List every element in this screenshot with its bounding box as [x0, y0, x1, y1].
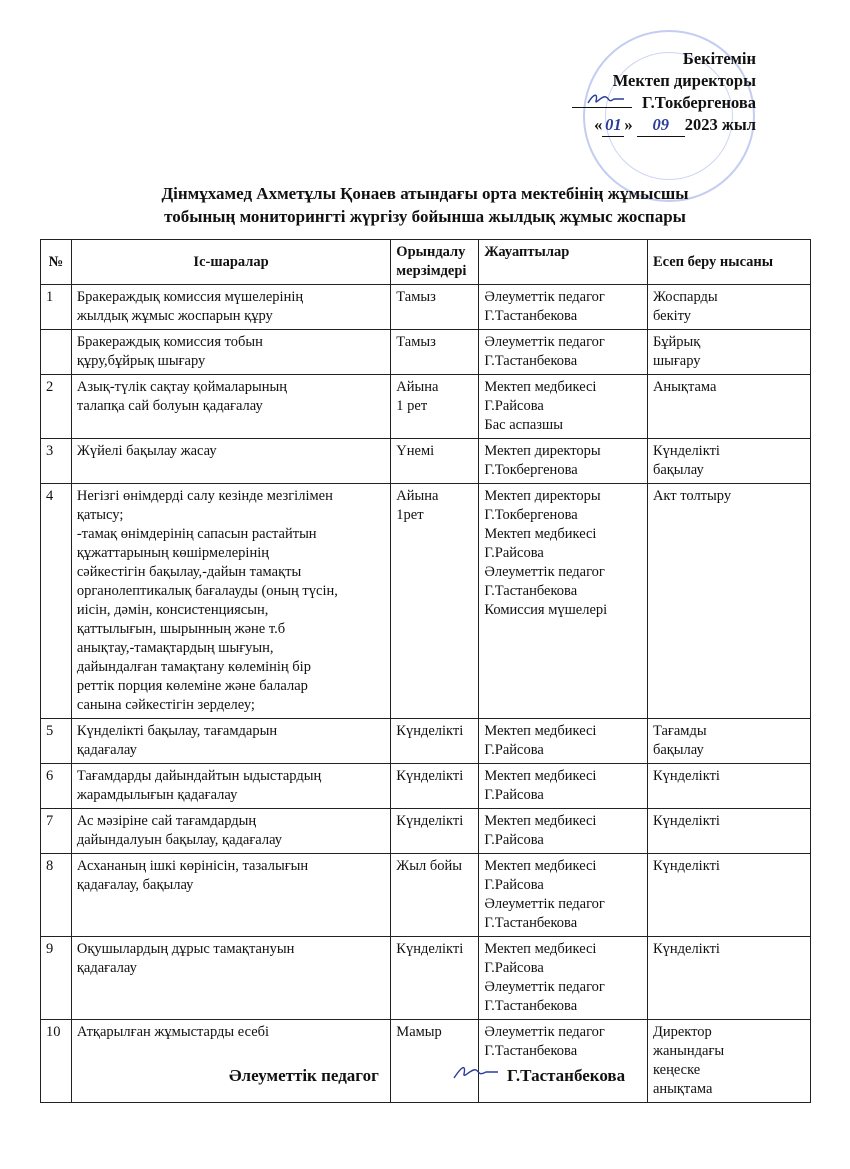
row-activity: [71, 330, 390, 375]
row-report-line: Жоспарды: [652, 289, 718, 305]
row-responsible-line: Г.Райсова: [484, 787, 544, 803]
row-responsible-line: Мектеп медбикесі: [484, 941, 597, 957]
row-report: [647, 439, 810, 484]
row-activity-line: құру,бұйрық шығару: [76, 353, 206, 369]
approval-signature-line: [572, 92, 756, 114]
row-report: [647, 484, 810, 719]
row-deadline-line: Күнделікті: [396, 768, 464, 784]
row-responsible-line: Әлеуметтік педагог: [484, 289, 605, 305]
row-report-line: Күнделікті: [652, 813, 720, 829]
row-report-line: анықтама: [652, 1081, 713, 1097]
row-activity-line: -тамақ өнімдерінің сапасын растайтын: [76, 526, 317, 542]
title-line2: тобының мониторингті жүргізу бойынша жылдық жұмыс жоспары: [164, 207, 686, 226]
table-row: [41, 809, 811, 854]
table-body: [41, 285, 811, 1103]
table-row: [41, 484, 811, 719]
table-row: [41, 375, 811, 439]
row-activity-line: дайындалуын бақылау, қадағалау: [76, 832, 283, 848]
row-number: 1: [41, 285, 72, 330]
row-activity: [71, 937, 390, 1020]
date-year: 2023 жыл: [684, 115, 756, 134]
row-activity: [71, 854, 390, 937]
row-number: 6: [41, 764, 72, 809]
row-responsible-line: Г.Тастанбекова: [484, 1043, 578, 1059]
row-responsible: [479, 375, 648, 439]
row-responsible-line: Г.Тастанбекова: [484, 998, 578, 1014]
row-activity-line: Бракераждық комиссия мүшелерінің: [76, 289, 304, 305]
row-responsible: [479, 285, 648, 330]
row-activity-line: анықтау,-тамақтардың шығуын,: [76, 640, 274, 656]
row-report-line: Директор: [652, 1024, 712, 1040]
row-report: [647, 375, 810, 439]
row-report-line: шығару: [652, 353, 701, 369]
row-deadline-line: Жыл бойы: [396, 858, 463, 874]
row-activity-line: қадағалау, бақылау: [76, 877, 194, 893]
row-activity-line: органолептикалық бағалауды (оның түсін,: [76, 583, 338, 599]
row-deadline: [391, 439, 479, 484]
row-activity-line: реттік порция көлеміне және балалар: [76, 678, 308, 694]
row-responsible-line: Мектеп медбикесі: [484, 813, 597, 829]
row-responsible-line: Г.Тастанбекова: [484, 915, 578, 931]
row-responsible: [479, 719, 648, 764]
row-report: [647, 854, 810, 937]
row-responsible-line: Мектеп медбикесі: [484, 723, 597, 739]
row-report: [647, 764, 810, 809]
row-deadline-line: Мамыр: [396, 1024, 442, 1040]
row-responsible-line: Г.Райсова: [484, 877, 544, 893]
row-responsible-line: Мектеп директоры: [484, 443, 601, 459]
row-activity: [71, 285, 390, 330]
row-activity: [71, 764, 390, 809]
row-activity-line: Тағамдарды дайындайтын ыдыстардың: [76, 768, 322, 784]
row-number: 5: [41, 719, 72, 764]
row-deadline: [391, 937, 479, 1020]
row-number: 7: [41, 809, 72, 854]
row-activity: [71, 719, 390, 764]
row-report-line: бекіту: [652, 308, 692, 324]
row-deadline: [391, 330, 479, 375]
row-responsible-line: Г.Райсова: [484, 832, 544, 848]
row-responsible: [479, 484, 648, 719]
row-report: [647, 1020, 810, 1103]
row-activity-line: қатысу;: [76, 507, 124, 523]
header-report: Есеп беру нысаны: [647, 240, 810, 285]
row-activity: [71, 375, 390, 439]
row-activity-line: қаттылығын, шырынның және т.б: [76, 621, 286, 637]
row-responsible-line: Әлеуметтік педагог: [484, 896, 605, 912]
table-row: [41, 937, 811, 1020]
row-report: [647, 719, 810, 764]
row-deadline-line: 1 рет: [396, 398, 428, 414]
row-responsible-line: Мектеп медбикесі: [484, 526, 597, 542]
row-responsible-line: Г.Токбергенова: [484, 462, 578, 478]
table-row: [41, 1020, 811, 1103]
table-row: [41, 330, 811, 375]
row-responsible: [479, 854, 648, 937]
row-activity-line: жарамдылығын қадағалау: [76, 787, 238, 803]
row-responsible: [479, 809, 648, 854]
row-deadline-line: Айына: [396, 488, 439, 504]
row-report-line: Күнделікті: [652, 768, 720, 784]
row-report: [647, 285, 810, 330]
row-responsible-line: Мектеп медбикесі: [484, 858, 597, 874]
document-title: [0, 182, 850, 228]
approval-date: [572, 114, 756, 137]
row-responsible-line: Әлеуметтік педагог: [484, 1024, 605, 1040]
row-responsible-line: Бас аспазшы: [484, 417, 563, 433]
row-deadline: [391, 285, 479, 330]
row-report-line: Күнделікті: [652, 443, 720, 459]
table-row: [41, 285, 811, 330]
row-deadline-line: Айына: [396, 379, 439, 395]
row-responsible-line: Г.Райсова: [484, 545, 544, 561]
row-number: 8: [41, 854, 72, 937]
row-responsible-line: Г.Тастанбекова: [484, 308, 578, 324]
row-activity-line: құжаттарының көшірмелерінің: [76, 545, 270, 561]
director-signature: [572, 93, 632, 108]
work-plan-table: [40, 239, 811, 1103]
row-deadline: [391, 1020, 479, 1103]
row-number: [41, 330, 72, 375]
row-deadline: [391, 484, 479, 719]
row-report-line: бақылау: [652, 742, 704, 758]
table-row: [41, 439, 811, 484]
row-activity-line: Асхананың ішкі көрінісін, тазалығын: [76, 858, 309, 874]
row-activity-line: дайындалған тамақтану көлемінің бір: [76, 659, 311, 675]
row-responsible-line: Г.Тастанбекова: [484, 583, 578, 599]
table-header-row: [41, 240, 811, 285]
row-responsible-line: Әлеуметтік педагог: [484, 979, 605, 995]
row-responsible-line: Мектеп медбикесі: [484, 768, 597, 784]
row-responsible: [479, 439, 648, 484]
row-responsible: [479, 1020, 648, 1103]
header-num: №: [41, 240, 72, 285]
row-responsible-line: Г.Райсова: [484, 960, 544, 976]
row-deadline-line: 1рет: [396, 507, 424, 523]
row-deadline: [391, 719, 479, 764]
approval-line2: Мектеп директоры: [612, 71, 756, 90]
row-report-line: кеңеске: [652, 1062, 701, 1078]
date-month: 09: [637, 114, 685, 137]
header-deadline: Орындалу мерзімдері: [391, 240, 479, 285]
row-report-line: Күнделікті: [652, 858, 720, 874]
row-number: 9: [41, 937, 72, 1020]
row-responsible-line: Әлеуметтік педагог: [484, 334, 605, 350]
row-activity-line: Жүйелі бақылау жасау: [76, 443, 217, 459]
row-deadline: [391, 375, 479, 439]
row-responsible-line: Комиссия мүшелері: [484, 602, 608, 618]
row-report-line: Тағамды: [652, 723, 707, 739]
approval-line1: Бекітемін: [682, 49, 756, 68]
row-deadline-line: Тамыз: [396, 289, 436, 305]
row-report: [647, 809, 810, 854]
row-activity-line: Азық-түлік сақтау қоймаларының: [76, 379, 287, 395]
row-activity-line: қадағалау: [76, 960, 137, 976]
row-responsible-line: Г.Райсова: [484, 398, 544, 414]
row-number: 2: [41, 375, 72, 439]
title-line1: Дінмұхамед Ахметұлы Қонаев атындағы орта мектебінің жұмысшы: [161, 184, 689, 203]
row-report: [647, 937, 810, 1020]
row-activity-line: сәйкестігін бақылау,-дайын тамақты: [76, 564, 302, 580]
footer-signature: [452, 1062, 500, 1082]
footer-name: Г.Тастанбекова: [507, 1066, 626, 1085]
row-responsible: [479, 764, 648, 809]
row-deadline-line: Тамыз: [396, 334, 436, 350]
row-activity-line: Бракераждық комиссия тобын: [76, 334, 263, 350]
director-name: Г.Токбергенова: [641, 93, 756, 112]
row-report-line: Анықтама: [652, 379, 717, 395]
footer-role: Әлеуметтік педагог: [229, 1066, 379, 1085]
row-report-line: Бұйрық: [652, 334, 701, 350]
row-number: 4: [41, 484, 72, 719]
row-activity-line: Оқушылардың дұрыс тамақтануын: [76, 941, 295, 957]
row-responsible-line: Мектеп директоры: [484, 488, 601, 504]
row-responsible-line: Г.Тастанбекова: [484, 353, 578, 369]
row-activity-line: Ас мәзіріне сай тағамдардың: [76, 813, 257, 829]
approval-block: [572, 48, 756, 137]
row-report-line: Күнделікті: [652, 941, 720, 957]
table-row: [41, 854, 811, 937]
row-deadline: [391, 854, 479, 937]
row-activity: [71, 439, 390, 484]
date-day: 01: [602, 114, 624, 137]
row-activity-line: иісін, дәмін, консистенциясын,: [76, 602, 269, 618]
row-deadline: [391, 809, 479, 854]
row-activity: [71, 809, 390, 854]
row-activity-line: Негізгі өнімдерді салу кезінде мезгілімен: [76, 488, 333, 504]
row-report-line: жанындағы: [652, 1043, 725, 1059]
row-deadline-line: Күнделікті: [396, 941, 464, 957]
table-row: [41, 764, 811, 809]
row-responsible-line: Әлеуметтік педагог: [484, 564, 605, 580]
row-activity-line: талапқа сай болуын қадағалау: [76, 398, 263, 414]
date-close-quote: »: [624, 115, 633, 134]
row-activity: [71, 484, 390, 719]
row-number: 10: [41, 1020, 72, 1103]
row-responsible: [479, 330, 648, 375]
row-deadline-line: Күнделікті: [396, 723, 464, 739]
row-responsible-line: Мектеп медбикесі: [484, 379, 597, 395]
row-activity-line: қадағалау: [76, 742, 137, 758]
table-row: [41, 719, 811, 764]
row-activity-line: Атқарылған жұмыстарды есебі: [76, 1024, 270, 1040]
header-responsible: Жауаптылар: [479, 240, 648, 285]
row-activity-line: жылдық жұмыс жоспарын құру: [76, 308, 273, 324]
date-open-quote: «: [594, 115, 603, 134]
row-activity: [71, 1020, 390, 1103]
row-deadline: [391, 764, 479, 809]
row-responsible: [479, 937, 648, 1020]
row-deadline-line: Күнделікті: [396, 813, 464, 829]
row-activity-line: санына сәйкестігін зерделеу;: [76, 697, 255, 713]
header-activity: Іс-шаралар: [71, 240, 390, 285]
row-report: [647, 330, 810, 375]
row-responsible-line: Г.Токбергенова: [484, 507, 578, 523]
row-responsible-line: Г.Райсова: [484, 742, 544, 758]
row-report-line: бақылау: [652, 462, 704, 478]
row-number: 3: [41, 439, 72, 484]
row-report-line: Акт толтыру: [652, 488, 732, 504]
row-deadline-line: Үнемі: [396, 443, 435, 459]
row-activity-line: Күнделікті бақылау, тағамдарын: [76, 723, 278, 739]
